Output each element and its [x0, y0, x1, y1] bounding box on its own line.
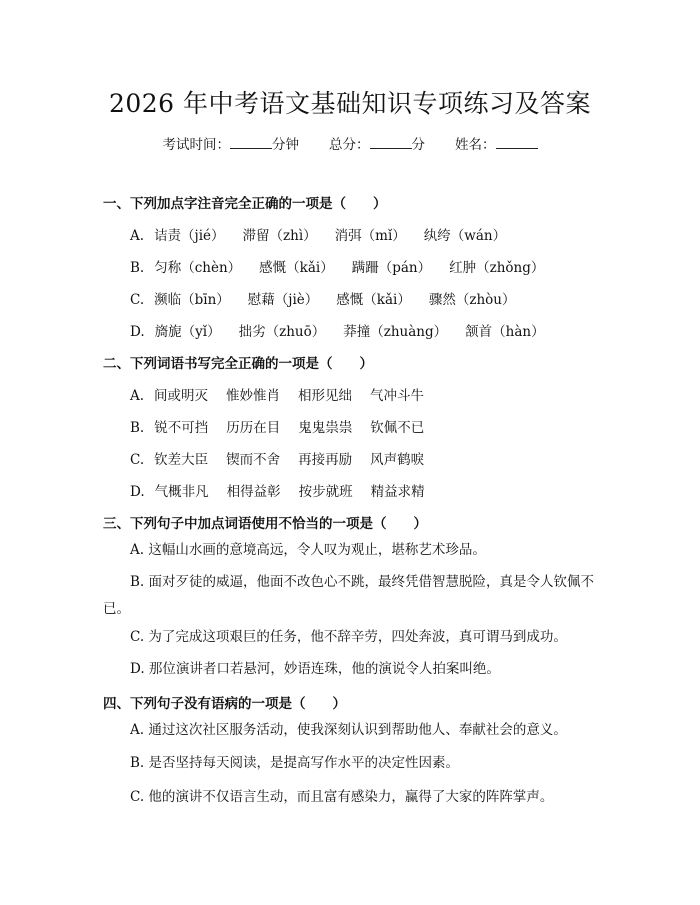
time-label: 考试时间：: [162, 137, 230, 153]
section-2-heading: 二、下列词语书写完全正确的一项是（ ）: [103, 356, 373, 372]
section-4-option-a: A. 通过这次社区服务活动，使我深刻认识到帮助他人、奉献社会的意义。: [130, 722, 567, 738]
section-4-heading: 四、下列句子没有语病的一项是（ ）: [103, 696, 346, 712]
score-label: 总分：: [329, 137, 370, 153]
section-4-option-b: B. 是否坚持每天阅读，是提高写作水平的决定性因素。: [130, 755, 460, 771]
time-blank: [230, 136, 272, 149]
section-2-option-d: D. 气概非凡 相得益彰 按步就班 精益求精: [130, 484, 425, 500]
section-1-option-c: C. 濒临（bīn） 慰藉（jiè） 感慨（kǎi） 骤然（zhòu）: [130, 292, 516, 308]
section-3-option-d: D. 那位演讲者口若悬河，妙语连珠，他的演说令人拍案叫绝。: [130, 661, 500, 677]
section-3-option-b: B. 面对歹徒的威逼，他面不改色心不跳，最终凭借智慧脱险，真是令人钦佩不已。: [103, 574, 595, 617]
name-blank: [496, 136, 538, 149]
section-1-heading: 一、下列加点字注音完全正确的一项是（ ）: [103, 196, 387, 212]
section-4-option-c: C. 他的演讲不仅语言生动，而且富有感染力，赢得了大家的阵阵掌声。: [130, 789, 554, 805]
score-blank: [370, 136, 412, 149]
section-1-option-a: A. 诘责（jié） 滞留（zhì） 消弭（mǐ） 纨绔（wán）: [130, 228, 507, 244]
section-2-option-c: C. 钦差大臣 锲而不舍 再接再励 风声鹤唳: [130, 452, 425, 468]
section-2-option-b: B. 锐不可挡 历历在目 鬼鬼祟祟 钦佩不已: [130, 420, 425, 436]
section-1-option-d: D. 旖旎（yǐ） 拙劣（zhuō） 莽撞（zhuàng） 颔首（hàn）: [130, 324, 545, 340]
section-3-option-c: C. 为了完成这项艰巨的任务，他不辞辛劳，四处奔波，真可谓马到成功。: [130, 629, 567, 645]
exam-meta: [0, 133, 700, 153]
section-1-option-b: B. 匀称（chèn） 感慨（kǎi） 蹒跚（pán） 红肿（zhǒng）: [130, 260, 545, 276]
score-unit: 分: [411, 137, 425, 153]
name-label: 姓名：: [455, 137, 496, 153]
section-3-option-a: A. 这幅山水画的意境高远，令人叹为观止，堪称艺术珍品。: [130, 542, 486, 558]
time-unit: 分钟: [272, 137, 299, 153]
page-title: 2026 年中考语文基础知识专项练习及答案: [108, 89, 592, 118]
section-3-heading: 三、下列句子中加点词语使用不恰当的一项是（ ）: [103, 516, 427, 532]
section-2-option-a: A. 间或明灭 惟妙惟肖 相形见绌 气冲斗牛: [130, 388, 425, 404]
